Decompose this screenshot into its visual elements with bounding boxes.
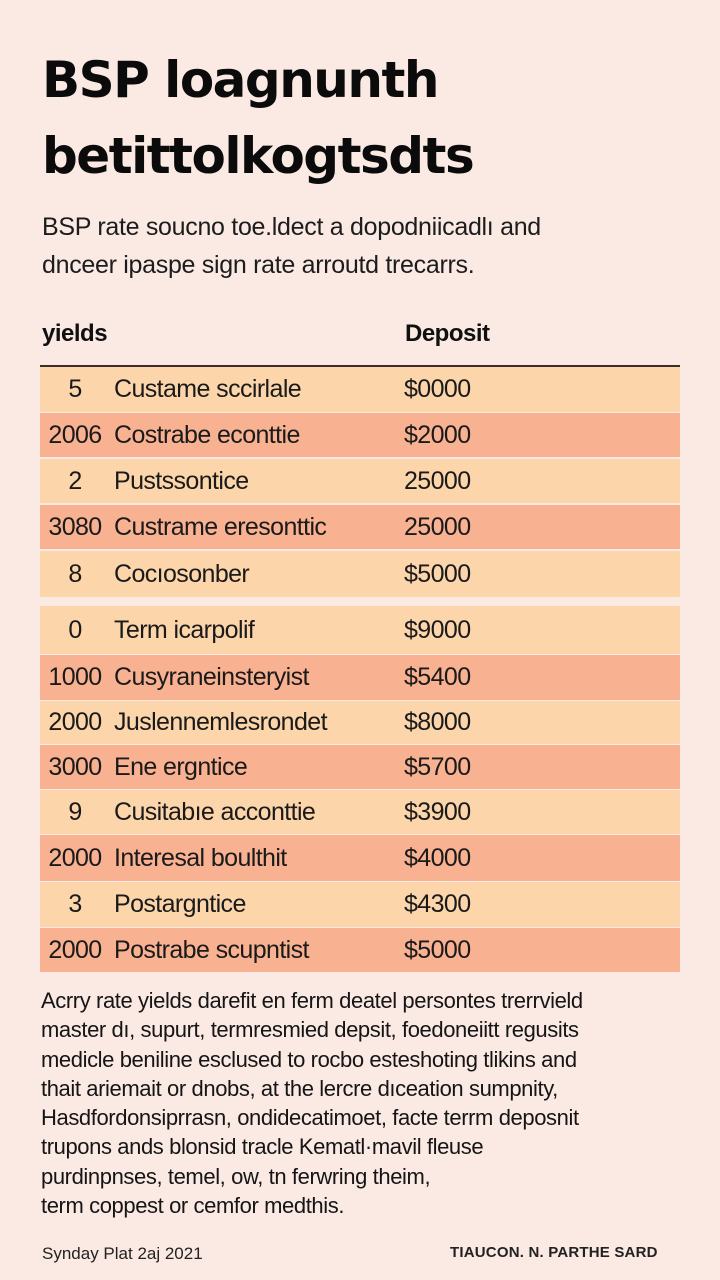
table-row xyxy=(40,882,680,927)
footer-date: Synday Plat 2aj 2021 xyxy=(42,1244,203,1263)
body-line: Acrry rate yields darefit en ferm deatel persontes trerrvield xyxy=(41,988,583,1013)
body-line: master dı, supurt, termresmied depsit, foedoneiitt regusits xyxy=(41,1017,579,1043)
title-line-2: betittolkogtsdts xyxy=(42,127,474,185)
row-deposit: $4000 xyxy=(404,843,471,872)
row-name: Postargntice xyxy=(114,890,246,918)
row-yield: 2000 xyxy=(48,708,102,736)
row-deposit: $8000 xyxy=(404,708,471,736)
table-row xyxy=(40,413,680,457)
row-yield: 3000 xyxy=(48,752,102,781)
row-yield: 9 xyxy=(68,797,82,826)
row-deposit: $0000 xyxy=(404,375,471,403)
row-yield: 2000 xyxy=(48,843,102,872)
table-row xyxy=(40,505,680,549)
row-deposit: $5000 xyxy=(404,935,471,964)
row-name: Cocıosonber xyxy=(114,559,250,588)
body-line: medicle beniline esclused to rocbo esteshoting tlikins and xyxy=(41,1046,577,1072)
deposit-column-header: Deposit xyxy=(405,320,490,347)
row-yield: 2006 xyxy=(48,420,102,449)
row-name: Interesal boulthit xyxy=(114,843,287,872)
row-deposit: $5400 xyxy=(404,663,471,691)
table-row xyxy=(40,790,680,834)
row-yield: 1000 xyxy=(48,663,102,691)
table-row xyxy=(40,367,680,412)
body-line: purdinpnses, temel, ow, tn ferwring theim, xyxy=(41,1163,431,1189)
footer-source: TIAUCON. N. PARTHE SARD xyxy=(450,1244,658,1261)
row-name: Custrame eresonttic xyxy=(114,512,327,541)
row-name: Pustssontice xyxy=(114,466,249,495)
subtitle-line-1: BSP rate soucno toe.ldect a dopodniicadlı and xyxy=(42,213,541,241)
row-name: Ene ergntice xyxy=(114,752,248,781)
table-row xyxy=(40,701,680,744)
title-line-1: BSP loagnunth xyxy=(42,51,438,109)
table-row xyxy=(40,835,680,881)
row-yield: 3 xyxy=(68,890,82,918)
table-row xyxy=(40,551,680,597)
table-row xyxy=(40,606,680,654)
row-yield: 3080 xyxy=(48,512,102,541)
row-deposit: 25000 xyxy=(404,466,471,495)
subtitle xyxy=(42,208,682,284)
table-row xyxy=(40,745,680,789)
body-paragraph xyxy=(41,986,681,1220)
row-yield: 0 xyxy=(68,615,82,644)
row-name: Custame sccirlale xyxy=(114,375,302,403)
table-row xyxy=(40,459,680,503)
subtitle-line-2: dnceer ipaspe sign rate arroutd trecarrs. xyxy=(42,251,475,279)
body-line: thait ariemait or dnobs, at the lercre dıcеation sumpnity, xyxy=(41,1075,558,1101)
row-deposit: $5700 xyxy=(404,752,471,781)
row-name: Juslennemlesrondet xyxy=(114,708,327,736)
body-line: term coppest or cemfor medthis. xyxy=(41,1193,345,1219)
row-name: Term icarpolif xyxy=(114,615,255,644)
row-yield: 2000 xyxy=(48,935,102,964)
table-row xyxy=(40,655,680,700)
row-yield: 2 xyxy=(68,466,82,495)
row-yield: 8 xyxy=(68,559,82,588)
row-yield: 5 xyxy=(68,375,82,403)
row-name: Cusyraneinsteryist xyxy=(114,663,309,691)
body-line: Hasdfordonsiprrasn, ondidecatimoet, facte terrm deposnit xyxy=(41,1105,579,1131)
row-deposit: $2000 xyxy=(404,420,471,449)
row-name: Cusitabıe acconttie xyxy=(114,797,316,826)
row-deposit: $4300 xyxy=(404,890,471,918)
row-name: Postrabe scupntist xyxy=(114,935,309,964)
table-row xyxy=(40,928,680,972)
row-deposit: $9000 xyxy=(404,615,471,644)
row-deposit: $5000 xyxy=(404,559,471,588)
row-deposit: 25000 xyxy=(404,512,471,541)
body-line: trupons ands blonsid tracle Kematl·mavil fleuse xyxy=(41,1134,484,1160)
row-deposit: $3900 xyxy=(404,797,471,826)
yields-column-header: yields xyxy=(42,320,108,347)
page-title xyxy=(42,42,692,194)
row-name: Costrabe econttie xyxy=(114,420,300,449)
